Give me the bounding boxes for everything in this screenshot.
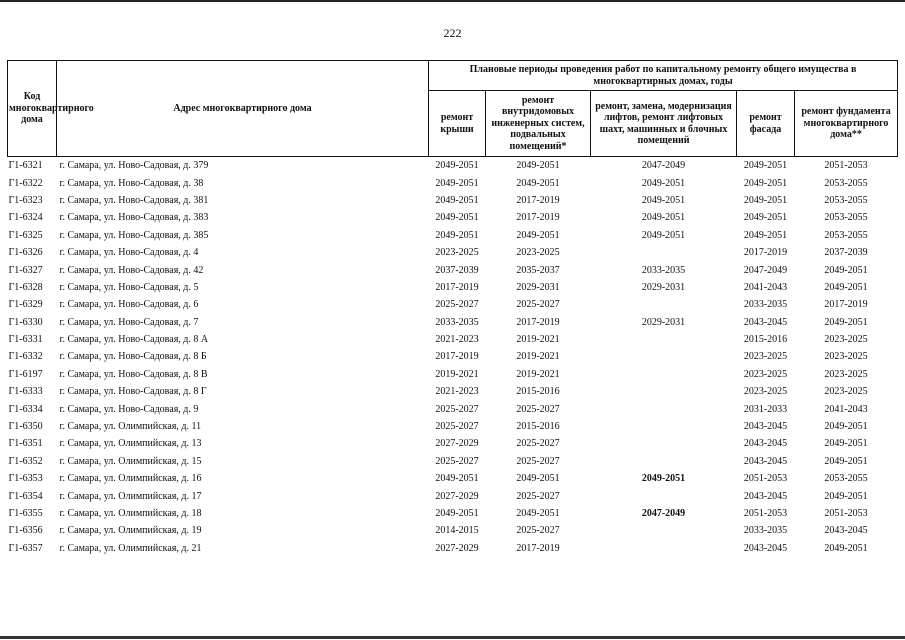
header-address: Адрес многоквартирного дома <box>57 61 429 157</box>
foundation-period: 2049-2051 <box>824 316 868 328</box>
roof-period: 2049-2051 <box>435 160 479 172</box>
elevator-period: 2047-2049 <box>641 160 686 172</box>
elevator-period: 2033-2035 <box>641 264 686 276</box>
systems-period: 2025-2027 <box>516 403 560 415</box>
facade-period: 2049-2051 <box>743 212 788 224</box>
table-row <box>8 244 898 261</box>
building-address: г. Самара, ул. Ново-Садовая, д. 4 <box>59 247 199 259</box>
systems-period: 2049-2051 <box>516 177 560 189</box>
foundation-period: 2049-2051 <box>824 455 868 467</box>
facade-period: 2023-2025 <box>743 368 788 380</box>
foundation-period: 2041-2043 <box>824 403 868 415</box>
table-row <box>8 174 898 191</box>
facade-period: 2051-2053 <box>743 473 788 485</box>
facade-period: 2049-2051 <box>743 229 788 241</box>
facade-period: 2043-2045 <box>743 455 788 467</box>
roof-period: 2014-2015 <box>435 525 479 537</box>
roof-period: 2021-2023 <box>435 334 479 346</box>
building-code: Г1-6354 <box>8 490 43 502</box>
facade-period: 2047-2049 <box>743 264 788 276</box>
foundation-period: 2051-2053 <box>824 160 868 172</box>
systems-period: 2049-2051 <box>516 160 560 172</box>
elevator-period <box>591 487 737 504</box>
elevator-period: 2049-2051 <box>641 473 686 485</box>
systems-period: 2017-2019 <box>516 194 560 206</box>
systems-period: 2017-2019 <box>516 212 560 224</box>
foundation-period: 2049-2051 <box>824 281 868 293</box>
table-row <box>8 296 898 313</box>
elevator-period: 2029-2031 <box>641 281 686 293</box>
building-address: г. Самара, ул. Ново-Садовая, д. 8 В <box>59 368 208 380</box>
facade-period: 2033-2035 <box>743 525 788 537</box>
facade-period: 2049-2051 <box>743 194 788 206</box>
facade-period: 2017-2019 <box>743 247 788 259</box>
foundation-period: 2049-2051 <box>824 264 868 276</box>
roof-period: 2033-2035 <box>435 316 479 328</box>
building-address: г. Самара, ул. Ново-Садовая, д. 9 <box>59 403 199 415</box>
roof-period: 2049-2051 <box>435 508 479 519</box>
systems-period: 2015-2016 <box>516 386 560 398</box>
building-code: Г1-6324 <box>8 212 43 224</box>
building-code: Г1-6327 <box>8 264 43 276</box>
building-address: г. Самара, ул. Ново-Садовая, д. 8 А <box>59 334 209 346</box>
table-row <box>8 331 898 348</box>
foundation-period: 2053-2055 <box>824 229 868 241</box>
table-row <box>8 400 898 417</box>
table-row <box>8 505 898 522</box>
elevator-period: 2049-2051 <box>641 177 686 189</box>
table-row <box>8 227 898 244</box>
facade-period: 2015-2016 <box>743 334 788 346</box>
foundation-period: 2023-2025 <box>824 368 868 380</box>
building-code: Г1-6325 <box>8 229 43 241</box>
roof-period: 2025-2027 <box>435 421 479 433</box>
systems-period: 2017-2019 <box>516 542 560 554</box>
facade-period: 2051-2053 <box>743 508 788 519</box>
building-address: г. Самара, ул. Ново-Садовая, д. 381 <box>59 194 209 206</box>
systems-period: 2049-2051 <box>516 473 560 485</box>
building-code: Г1-6334 <box>8 403 43 415</box>
roof-period: 2049-2051 <box>435 229 479 241</box>
building-address: г. Самара, ул. Ново-Садовая, д. 42 <box>59 264 204 276</box>
systems-period: 2025-2027 <box>516 438 560 450</box>
facade-period: 2023-2025 <box>743 351 788 363</box>
building-code: Г1-6321 <box>8 160 43 172</box>
foundation-period: 2053-2055 <box>824 212 868 224</box>
elevator-period: 2049-2051 <box>641 212 686 224</box>
building-code: Г1-6322 <box>8 177 43 189</box>
foundation-period: 2049-2051 <box>824 490 868 502</box>
page-number: 222 <box>443 26 462 40</box>
facade-period: 2033-2035 <box>743 299 788 311</box>
capital-repair-schedule-table <box>7 60 898 557</box>
facade-period: 2031-2033 <box>743 403 788 415</box>
foundation-period: 2049-2051 <box>824 421 868 433</box>
top-border-line <box>0 0 905 2</box>
building-address: г. Самара, ул. Олимпийская, д. 19 <box>59 525 202 537</box>
elevator-period: 2049-2051 <box>641 229 686 241</box>
header-facade-repair: ремонт фасада <box>737 91 795 157</box>
roof-period: 2025-2027 <box>435 455 479 467</box>
foundation-period: 2049-2051 <box>824 438 868 450</box>
building-address: г. Самара, ул. Ново-Садовая, д. 8 Б <box>59 351 207 363</box>
table-row <box>8 209 898 226</box>
elevator-period <box>591 400 737 417</box>
building-code: Г1-6329 <box>8 299 43 311</box>
systems-period: 2049-2051 <box>516 229 560 241</box>
table-row <box>8 279 898 296</box>
table-row <box>8 366 898 383</box>
building-address: г. Самара, ул. Ново-Садовая, д. 5 <box>59 281 199 293</box>
systems-period: 2049-2051 <box>516 508 560 519</box>
table-row <box>8 192 898 209</box>
foundation-period: 2051-2053 <box>824 508 868 519</box>
building-code: Г1-6357 <box>8 542 43 554</box>
elevator-period <box>591 366 737 383</box>
building-code: Г1-6326 <box>8 247 43 259</box>
building-address: г. Самара, ул. Ново-Садовая, д. 38 <box>59 177 204 189</box>
foundation-period: 2023-2025 <box>824 334 868 346</box>
facade-period: 2043-2045 <box>743 542 788 554</box>
facade-period: 2049-2051 <box>743 160 788 172</box>
roof-period: 2025-2027 <box>435 403 479 415</box>
foundation-period: 2049-2051 <box>824 542 868 554</box>
foundation-period: 2043-2045 <box>824 525 868 537</box>
building-code: Г1-6331 <box>8 334 43 346</box>
elevator-period: 2049-2051 <box>641 194 686 206</box>
table-row <box>8 470 898 487</box>
table-row <box>8 522 898 539</box>
foundation-period: 2053-2055 <box>824 177 868 189</box>
facade-period: 2043-2045 <box>743 421 788 433</box>
table-row <box>8 453 898 470</box>
building-address: г. Самара, ул. Ново-Садовая, д. 385 <box>59 229 209 241</box>
roof-period: 2023-2025 <box>435 247 479 259</box>
header-building-code: Код многоквартирного дома <box>8 61 57 157</box>
foundation-period: 2023-2025 <box>824 351 868 363</box>
elevator-period <box>591 435 737 452</box>
building-address: г. Самара, ул. Ново-Садовая, д. 383 <box>59 212 209 224</box>
systems-period: 2025-2027 <box>516 525 560 537</box>
building-address: г. Самара, ул. Олимпийская, д. 13 <box>59 438 202 450</box>
facade-period: 2049-2051 <box>743 177 788 189</box>
systems-period: 2035-2037 <box>516 264 560 276</box>
table-row <box>8 314 898 331</box>
foundation-period: 2053-2055 <box>824 194 868 206</box>
facade-period: 2041-2043 <box>743 281 788 293</box>
building-address: г. Самара, ул. Ново-Садовая, д. 8 Г <box>59 386 207 398</box>
elevator-period <box>591 383 737 400</box>
header-engineering-systems-repair: ремонт внутридомовых инженерных систем, подвальных помещений* <box>486 91 591 157</box>
header-elevator-repair: ремонт, замена, модернизация лифтов, ремонт лифтовых шахт, машинных и блочных помещений <box>591 91 737 157</box>
header-foundation-repair: ремонт фундамента многоквартирного дома** <box>795 91 898 157</box>
table-row <box>8 157 898 175</box>
table-row <box>8 348 898 365</box>
roof-period: 2049-2051 <box>435 212 479 224</box>
table-body <box>8 157 898 557</box>
building-address: г. Самара, ул. Олимпийская, д. 11 <box>59 421 202 433</box>
building-address: г. Самара, ул. Ново-Садовая, д. 379 <box>59 160 209 172</box>
building-address: г. Самара, ул. Ново-Садовая, д. 6 <box>59 299 199 311</box>
facade-period: 2043-2045 <box>743 438 788 450</box>
building-code: Г1-6353 <box>8 473 43 485</box>
building-code: Г1-6352 <box>8 455 43 467</box>
elevator-period <box>591 540 737 557</box>
systems-period: 2017-2019 <box>516 316 560 328</box>
systems-period: 2025-2027 <box>516 299 560 311</box>
roof-period: 2021-2023 <box>435 386 479 398</box>
roof-period: 2027-2029 <box>435 542 479 554</box>
table-row <box>8 418 898 435</box>
building-code: Г1-6332 <box>8 351 43 363</box>
bottom-border-line <box>0 636 905 639</box>
elevator-period: 2047-2049 <box>641 508 686 519</box>
building-code: Г1-6330 <box>8 316 43 328</box>
table-header <box>8 61 898 157</box>
elevator-period <box>591 244 737 261</box>
elevator-period <box>591 453 737 470</box>
building-code: Г1-6333 <box>8 386 43 398</box>
foundation-period: 2053-2055 <box>824 473 868 485</box>
building-address: г. Самара, ул. Ново-Садовая, д. 7 <box>59 316 199 328</box>
building-address: г. Самара, ул. Олимпийская, д. 15 <box>59 455 202 467</box>
header-roof-repair: ремонт крыши <box>429 91 486 157</box>
facade-period: 2043-2045 <box>743 490 788 502</box>
building-code: Г1-6351 <box>8 438 43 450</box>
roof-period: 2017-2019 <box>435 351 479 363</box>
roof-period: 2019-2021 <box>435 368 479 380</box>
building-address: г. Самара, ул. Олимпийская, д. 18 <box>59 508 202 519</box>
elevator-period <box>591 296 737 313</box>
systems-period: 2023-2025 <box>516 247 560 259</box>
header-planned-periods: Плановые периоды проведения работ по капитальному ремонту общего имущества в многоквартирных домах, годы <box>429 61 898 91</box>
table-row <box>8 435 898 452</box>
systems-period: 2025-2027 <box>516 490 560 502</box>
building-code: Г1-6356 <box>8 525 43 537</box>
elevator-period <box>591 418 737 435</box>
elevator-period: 2029-2031 <box>641 316 686 328</box>
building-address: г. Самара, ул. Олимпийская, д. 17 <box>59 490 202 502</box>
facade-period: 2023-2025 <box>743 386 788 398</box>
systems-period: 2015-2016 <box>516 421 560 433</box>
table-row <box>8 261 898 278</box>
systems-period: 2019-2021 <box>516 368 560 380</box>
elevator-period <box>591 331 737 348</box>
roof-period: 2049-2051 <box>435 194 479 206</box>
table-row <box>8 383 898 400</box>
foundation-period: 2037-2039 <box>824 247 868 259</box>
roof-period: 2027-2029 <box>435 438 479 450</box>
table-row <box>8 487 898 504</box>
building-code: Г1-6323 <box>8 194 43 206</box>
roof-period: 2049-2051 <box>435 177 479 189</box>
foundation-period: 2017-2019 <box>824 299 868 311</box>
building-code: Г1-6197 <box>8 368 43 380</box>
building-address: г. Самара, ул. Олимпийская, д. 21 <box>59 542 202 554</box>
building-code: Г1-6328 <box>8 281 43 293</box>
elevator-period <box>591 522 737 539</box>
roof-period: 2037-2039 <box>435 264 479 276</box>
building-address: г. Самара, ул. Олимпийская, д. 16 <box>59 473 202 485</box>
systems-period: 2019-2021 <box>516 351 560 363</box>
roof-period: 2025-2027 <box>435 299 479 311</box>
roof-period: 2027-2029 <box>435 490 479 502</box>
systems-period: 2029-2031 <box>516 281 560 293</box>
systems-period: 2025-2027 <box>516 455 560 467</box>
building-code: Г1-6350 <box>8 421 43 433</box>
roof-period: 2049-2051 <box>435 473 479 485</box>
facade-period: 2043-2045 <box>743 316 788 328</box>
table-row <box>8 540 898 557</box>
foundation-period: 2023-2025 <box>824 386 868 398</box>
building-code: Г1-6355 <box>8 508 43 519</box>
systems-period: 2019-2021 <box>516 334 560 346</box>
roof-period: 2017-2019 <box>435 281 479 293</box>
elevator-period <box>591 348 737 365</box>
